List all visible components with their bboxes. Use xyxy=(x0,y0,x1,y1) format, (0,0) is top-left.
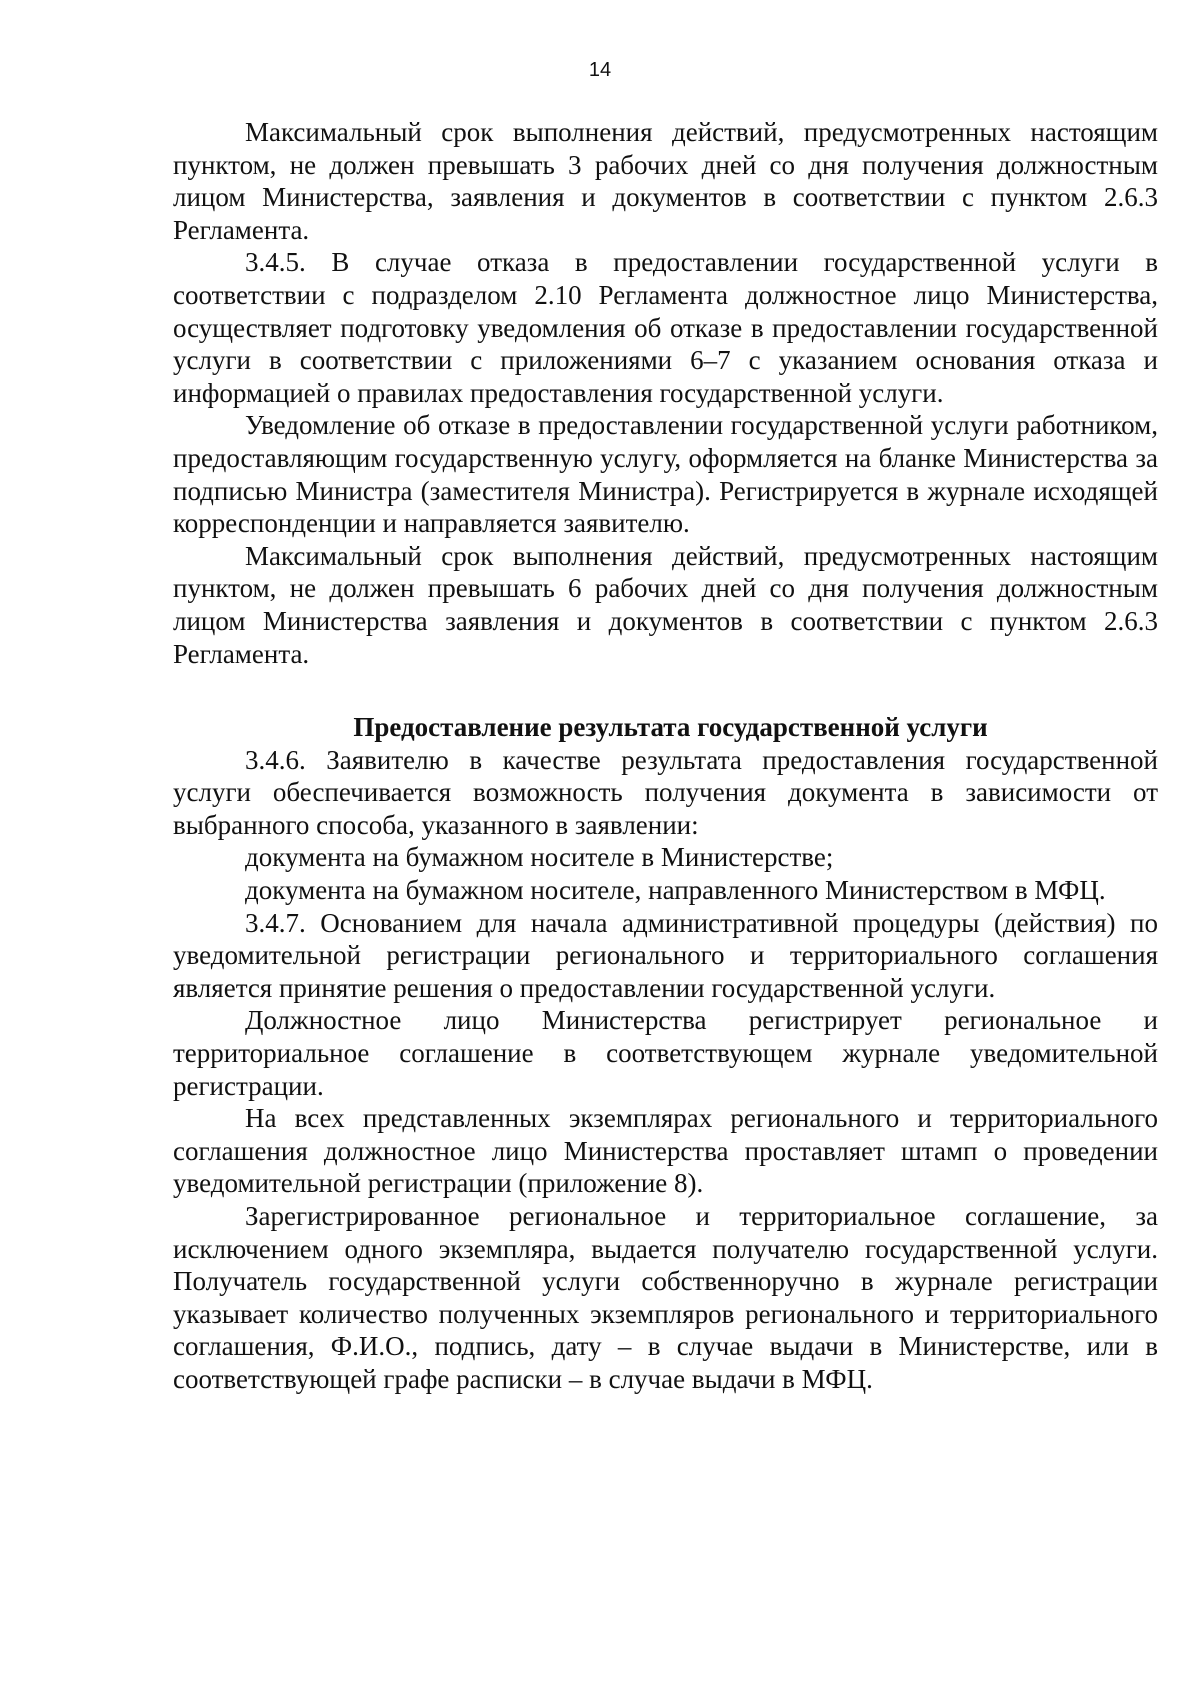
section-heading: Предоставление результата государственной услуги xyxy=(353,712,988,743)
paragraph: документа на бумажном носителе в Министерстве; xyxy=(245,842,834,873)
document-body xyxy=(173,116,1158,1396)
paragraph: На всех представленных экземплярах регионального и территориального соглашения должностное лицо Министерства проставляет штамп о проведении уведомительной регистрации (приложение 8). xyxy=(173,1103,1158,1199)
paragraph: Уведомление об отказе в предоставлении государственной услуги работником, предоставляющим государственную услугу, оформляется на бланке Министерства за подписью Министра (заместителя Министра). Регистрируется в журнале исходящей корреспонденции и направляется заявителю. xyxy=(173,410,1158,539)
paragraph: Должностное лицо Министерства регистрирует региональное и территориальное соглашение в соответствующем журнале уведомительной регистрации. xyxy=(173,1005,1158,1101)
page-number: 14 xyxy=(588,59,612,81)
paragraph: документа на бумажном носителе, направленного Министерством в МФЦ. xyxy=(245,875,1106,906)
paragraph: 3.4.6. Заявителю в качестве результата предоставления государственной услуги обеспечивается возможность получения документа в зависимости от выбранного способа, указанного в заявлении: xyxy=(173,744,1158,840)
paragraph: Максимальный срок выполнения действий, предусмотренных настоящим пунктом, не должен превышать 6 рабочих дней со дня получения должностным лицом Министерства заявления и документов в соответствии с пунктом 2.6.3 Регламента. xyxy=(173,540,1158,669)
paragraph: Максимальный срок выполнения действий, предусмотренных настоящим пунктом, не должен превышать 3 рабочих дней со дня получения должностным лицом Министерства, заявления и документов в соответствии с пунктом 2.6.3 Регламента. xyxy=(173,117,1158,245)
paragraph: 3.4.5. В случае отказа в предоставлении государственной услуги в соответствии с подразделом 2.10 Регламента должностное лицо Министерства, осуществляет подготовку уведомления об отказе в предоставлении государственной услуги в соответствии с приложениями 6–7 с указанием основания отказа и информацией о правилах предоставления государственной услуги. xyxy=(173,247,1158,408)
paragraph: 3.4.7. Основанием для начала административной процедуры (действия) по уведомительной регистрации регионального и территориального соглашения является принятие решения о предоставлении государственной услуги. xyxy=(173,907,1158,1003)
paragraph: Зарегистрированное региональное и территориальное соглашение, за исключением одного экземпляра, выдается получателю государственной услуги. Получатель государственной услуги собственноручно в журнале регистрации указывает количество полученных экземпляров регионального и территориального соглашения, Ф.И.О., подпись, дату – в случае выдачи в Министерстве, или в соответствующей графе расписки – в случае выдачи в МФЦ. xyxy=(173,1201,1158,1394)
